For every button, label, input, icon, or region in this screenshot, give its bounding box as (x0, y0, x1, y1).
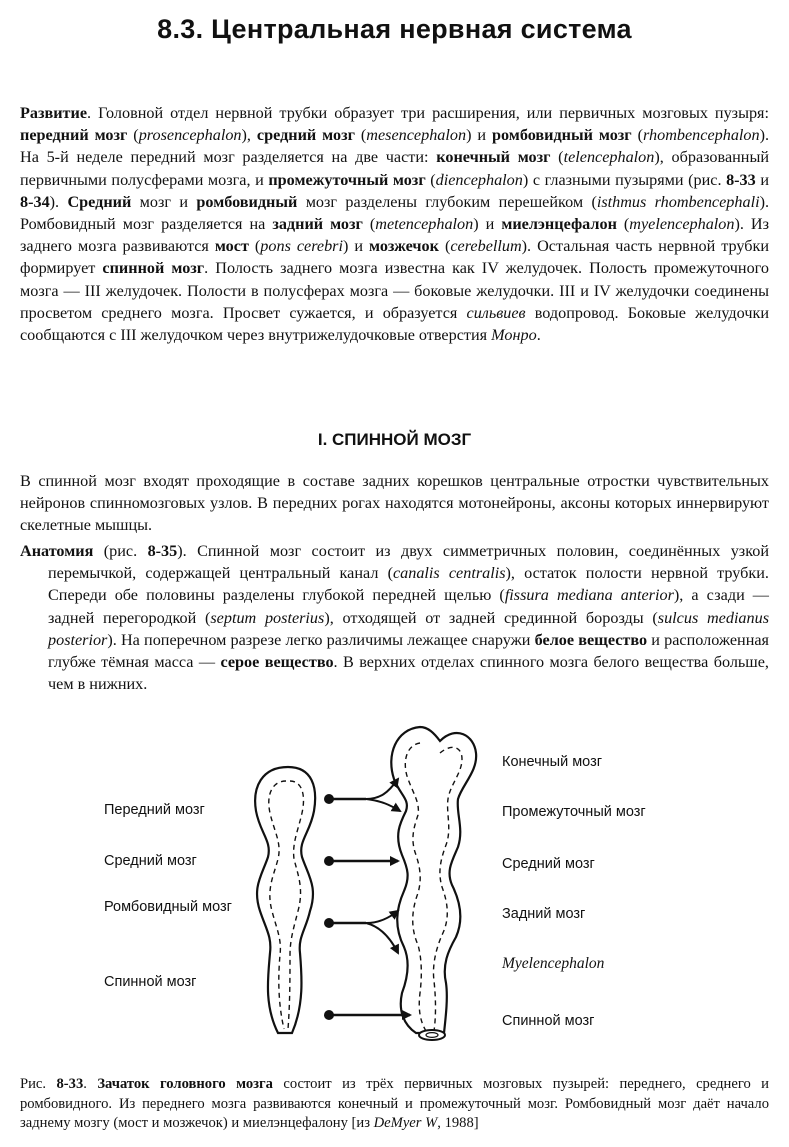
right-label-midbrain: Средний мозг (502, 856, 595, 872)
section-heading: I. СПИННОЙ МОЗГ (317, 430, 472, 449)
caption-text: Рис. 8-33. Зачаток головного мозга состоит из трёх первичных мозговых пузырей: переднего, среднего и ромбовидного. Из переднего мозга развиваются конечный и промежуточный мозг. Ромбовидный мозг даёт начало заднему мозгу (мост и мозжечок) и миелэнцефалону [из DeMyer W, 1988] (20, 1076, 769, 1131)
brain-vesicles-diagram (0, 715, 789, 1060)
development-paragraph: Развитие. Головной отдел нервной трубки образует три расширения, или первичных мозговых пузыря: передний мозг (prosencephalon), средний мозг (mesencephalon) и ромбовидный мозг (rhombencephalon). На 5-й неделе передний мозг разделяется на две части: конечный мозг (telencephalon), образованный первичными полусферами мозга, и промежуточный мозг (diencephalon) с глазными пузырями (рис. 8-33 и 8-34). Средний мозг и ромбовидный мозг разделены глубоким перешейком (isthmus rhombencephali). Ромбовидный мозг разделяется на задний мозг (metencephalon) и миелэнцефалон (myelencephalon). Из заднего мозга развиваются мост (pons cerebri) и мозжечок (cerebellum). Остальная часть нервной трубки формирует спинной мозг. Полость заднего мозга известна как IV желудочек. Полость промежуточного мозга — III желудочек. Полости в полусферах мозга — боковые желудочки. III и IV желудочки соединены просветом среднего мозга. Просвет сужается, и образуется сильвиев водопровод. Боковые желудочки сообщаются с III желудочком через внутрижелудочковые отверстия Монро. (20, 104, 770, 345)
page-title: 8.3. Центральная нервная система (157, 14, 632, 44)
right-label-diencephalon: Промежуточный мозг (502, 804, 646, 820)
left-label-rhombencephalon: Ромбовидный мозг (104, 899, 232, 915)
figure-brain-vesicles (0, 715, 789, 1060)
left-label-midbrain: Средний мозг (104, 853, 197, 869)
left-label-forebrain: Передний мозг (104, 802, 205, 818)
left-label-spinal: Спинной мозг (104, 974, 197, 990)
intro-paragraph: В спинной мозг входят проходящие в составе задних корешков центральные отростки чувствительных нейронов спинномозговых узлов. В передних рогах находятся мотонейроны, аксоны которых иннервируют скелетные мышцы. (20, 472, 769, 535)
left-tube-lumen (269, 781, 304, 1029)
right-tube-outline (391, 727, 476, 1033)
tube-end-opening (419, 1030, 445, 1040)
left-tube-outline (255, 767, 315, 1033)
right-label-myelencephalon: Myelencephalon (502, 955, 605, 972)
figure-caption (20, 1075, 769, 1134)
anatomy-paragraph (20, 540, 769, 695)
anatomy-text: Анатомия (рис. 8-35). Спинной мозг состоит из двух симметричных половин, соединённых узкой перемычкой, содержащей центральный канал (canalis centralis), остаток полости нервной трубки. Спереди обе половины разделены глубокой передней щелью (fissura mediana anterior), а сзади — задней перегородкой (septum posterius), отходящей от задней срединной борозды (sulcus medianus posterior). На поперечном разрезе легко различимы лежащее снаружи белое вещество и расположенная глубже тёмная масса — серое вещество. В верхних отделах спинного мозга белого вещества больше, чем в нижних. (20, 542, 770, 694)
right-label-metencephalon: Задний мозг (502, 906, 586, 922)
right-label-telencephalon: Конечный мозг (502, 754, 603, 770)
right-label-spinal: Спинной мозг (502, 1013, 595, 1029)
